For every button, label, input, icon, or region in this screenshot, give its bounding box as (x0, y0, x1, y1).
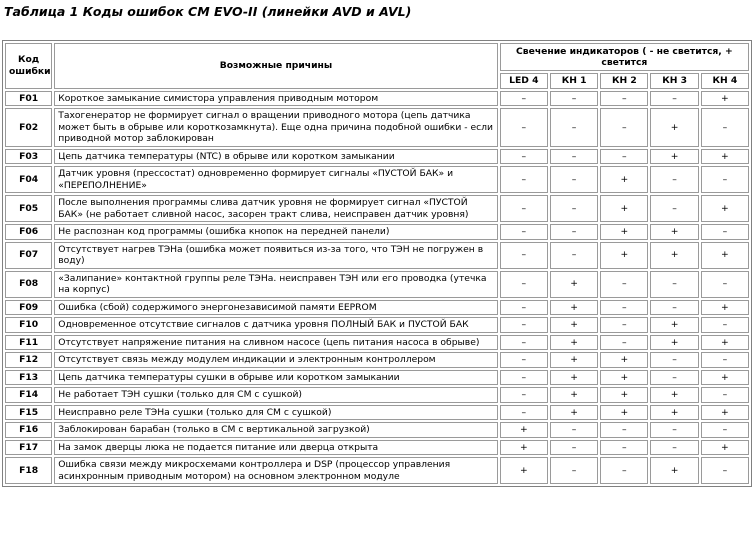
indicator-kn2: + (600, 195, 648, 222)
error-cause: Отсутствует связь между модулем индикации и электронным контроллером (54, 352, 498, 368)
indicator-kn2: + (600, 387, 648, 403)
indicator-kn4: + (701, 335, 749, 351)
indicator-kn3: – (650, 352, 698, 368)
indicator-kn4: + (701, 149, 749, 165)
error-code: F16 (5, 422, 52, 438)
indicator-led4: – (500, 370, 548, 386)
indicator-kn3: – (650, 271, 698, 298)
error-cause: «Залипание» контактной группы реле ТЭНа. неисправен ТЭН или его проводка (утечка на корпус) (54, 271, 498, 298)
indicator-kn3: + (650, 242, 698, 269)
error-code: F15 (5, 405, 52, 421)
error-cause: Датчик уровня (прессостат) одновременно формирует сигналы «ПУСТОЙ БАК» и «ПЕРЕПОЛНЕНИЕ» (54, 166, 498, 193)
indicator-kn1: – (550, 224, 598, 240)
header-led4: LED 4 (500, 73, 548, 89)
indicator-kn1: + (550, 405, 598, 421)
table-row (5, 149, 749, 165)
table-row (5, 352, 749, 368)
indicator-kn4: + (701, 405, 749, 421)
indicator-led4: – (500, 166, 548, 193)
indicator-kn1: + (550, 370, 598, 386)
table-row (5, 195, 749, 222)
indicator-kn4: – (701, 457, 749, 484)
error-code: F06 (5, 224, 52, 240)
error-cause: Не распознан код программы (ошибка кнопок на передней панели) (54, 224, 498, 240)
error-cause: Отсутствует напряжение питания на сливном насосе (цепь питания насоса в обрыве) (54, 335, 498, 351)
indicator-kn4: + (701, 440, 749, 456)
indicator-kn1: – (550, 242, 598, 269)
error-cause: Не работает ТЭН сушки (только для СМ с сушкой) (54, 387, 498, 403)
indicator-kn2: – (600, 440, 648, 456)
indicator-kn4: – (701, 108, 749, 147)
error-code: F11 (5, 335, 52, 351)
error-cause: Одновременное отсутствие сигналов с датчика уровня ПОЛНЫЙ БАК и ПУСТОЙ БАК (54, 317, 498, 333)
indicator-kn1: – (550, 440, 598, 456)
indicator-kn1: – (550, 422, 598, 438)
indicator-led4: – (500, 387, 548, 403)
header-kn3: КН 3 (650, 73, 698, 89)
error-code: F02 (5, 108, 52, 147)
indicator-kn4: + (701, 91, 749, 107)
indicator-kn3: – (650, 370, 698, 386)
table-row (5, 166, 749, 193)
indicator-kn3: – (650, 195, 698, 222)
indicator-kn4: – (701, 224, 749, 240)
error-cause: Короткое замыкание симистора управления приводным мотором (54, 91, 498, 107)
header-indicators: Свечение индикаторов ( - не светится, + светится (500, 43, 749, 71)
indicator-led4: + (500, 457, 548, 484)
indicator-kn4: + (701, 300, 749, 316)
indicator-kn4: – (701, 166, 749, 193)
error-cause: Ошибка (сбой) содержимого энергонезависимой памяти EEPROM (54, 300, 498, 316)
header-kn4: КН 4 (701, 73, 749, 89)
table-row (5, 370, 749, 386)
indicator-led4: – (500, 335, 548, 351)
indicator-led4: + (500, 422, 548, 438)
indicator-kn4: + (701, 242, 749, 269)
header-code: Код ошибки (5, 43, 52, 89)
indicator-led4: – (500, 91, 548, 107)
indicator-led4: – (500, 317, 548, 333)
error-code: F05 (5, 195, 52, 222)
error-code: F07 (5, 242, 52, 269)
error-code: F12 (5, 352, 52, 368)
error-code: F13 (5, 370, 52, 386)
indicator-led4: – (500, 300, 548, 316)
indicator-kn3: + (650, 149, 698, 165)
indicator-kn3: + (650, 405, 698, 421)
indicator-kn4: + (701, 195, 749, 222)
indicator-kn4: – (701, 271, 749, 298)
indicator-kn2: – (600, 457, 648, 484)
indicator-kn1: – (550, 166, 598, 193)
error-code: F03 (5, 149, 52, 165)
error-code: F18 (5, 457, 52, 484)
header-kn1: КН 1 (550, 73, 598, 89)
table-row (5, 91, 749, 107)
indicator-kn4: – (701, 352, 749, 368)
indicator-led4: – (500, 108, 548, 147)
indicator-kn3: + (650, 224, 698, 240)
error-codes-table (2, 40, 752, 487)
indicator-kn1: – (550, 108, 598, 147)
indicator-kn1: + (550, 335, 598, 351)
error-cause: Цепь датчика температуры сушки в обрыве или коротком замыкании (54, 370, 498, 386)
header-kn2: КН 2 (600, 73, 648, 89)
error-code: F10 (5, 317, 52, 333)
table-row (5, 224, 749, 240)
indicator-kn1: – (550, 195, 598, 222)
indicator-kn1: + (550, 352, 598, 368)
error-code: F17 (5, 440, 52, 456)
error-cause: После выполнения программы слива датчик уровня не формирует сигнал «ПУСТОЙ БАК» (не работает сливной насос, засорен тракт слива, неисправен датчик уровня) (54, 195, 498, 222)
indicator-kn4: – (701, 317, 749, 333)
indicator-kn2: – (600, 108, 648, 147)
indicator-kn2: + (600, 166, 648, 193)
indicator-kn3: – (650, 300, 698, 316)
indicator-kn2: + (600, 242, 648, 269)
table-row (5, 440, 749, 456)
indicator-kn2: – (600, 300, 648, 316)
indicator-kn3: + (650, 387, 698, 403)
indicator-kn3: + (650, 108, 698, 147)
indicator-led4: – (500, 195, 548, 222)
indicator-kn2: + (600, 370, 648, 386)
error-code: F08 (5, 271, 52, 298)
error-cause: Отсутствует нагрев ТЭНа (ошибка может появиться из-за того, что ТЭН не погружен в воду) (54, 242, 498, 269)
table-row (5, 387, 749, 403)
indicator-led4: – (500, 149, 548, 165)
error-cause: Тахогенератор не формирует сигнал о вращении приводного мотора (цепь датчика может быть в обрыве или короткозамкнута). Еще одна причина подобной ошибки - если приводной мотор заблокирован (54, 108, 498, 147)
indicator-kn1: + (550, 317, 598, 333)
indicator-kn3: – (650, 166, 698, 193)
indicator-led4: + (500, 440, 548, 456)
indicator-kn1: – (550, 149, 598, 165)
error-cause: На замок дверцы люка не подается питание или дверца открыта (54, 440, 498, 456)
indicator-led4: – (500, 352, 548, 368)
error-cause: Цепь датчика температуры (NTC) в обрыве или коротком замыкании (54, 149, 498, 165)
indicator-kn2: – (600, 271, 648, 298)
indicator-kn3: + (650, 317, 698, 333)
indicator-kn2: + (600, 224, 648, 240)
indicator-led4: – (500, 405, 548, 421)
indicator-kn1: + (550, 271, 598, 298)
indicator-kn2: – (600, 422, 648, 438)
header-causes: Возможные причины (54, 43, 498, 89)
indicator-kn3: – (650, 440, 698, 456)
indicator-kn4: – (701, 387, 749, 403)
indicator-kn2: – (600, 317, 648, 333)
error-code: F14 (5, 387, 52, 403)
table-row (5, 457, 749, 484)
indicator-kn1: – (550, 457, 598, 484)
indicator-kn2: – (600, 91, 648, 107)
error-code: F09 (5, 300, 52, 316)
indicator-kn2: – (600, 335, 648, 351)
table-row (5, 405, 749, 421)
table-row (5, 108, 749, 147)
indicator-kn1: – (550, 91, 598, 107)
error-cause: Ошибка связи между микросхемами контроллера и DSP (процессор управления асинхронным приводным мотором) на основном электронном модуле (54, 457, 498, 484)
indicator-kn1: + (550, 387, 598, 403)
indicator-led4: – (500, 242, 548, 269)
error-cause: Заблокирован барабан (только в СМ с вертикальной загрузкой) (54, 422, 498, 438)
indicator-kn1: + (550, 300, 598, 316)
error-code: F04 (5, 166, 52, 193)
indicator-kn4: + (701, 370, 749, 386)
table-row (5, 317, 749, 333)
indicator-kn2: + (600, 352, 648, 368)
table-row (5, 242, 749, 269)
indicator-kn2: – (600, 149, 648, 165)
table-row (5, 335, 749, 351)
indicator-kn3: – (650, 91, 698, 107)
table-row (5, 422, 749, 438)
indicator-led4: – (500, 224, 548, 240)
indicator-kn3: – (650, 422, 698, 438)
error-code: F01 (5, 91, 52, 107)
indicator-kn2: + (600, 405, 648, 421)
table-row (5, 271, 749, 298)
indicator-kn3: + (650, 457, 698, 484)
indicator-led4: – (500, 271, 548, 298)
table-title: Таблица 1 Коды ошибок СМ EVO-II (линейки AVD и AVL) (4, 4, 412, 19)
indicator-kn3: + (650, 335, 698, 351)
table-row (5, 300, 749, 316)
error-cause: Неисправно реле ТЭНа сушки (только для СМ с сушкой) (54, 405, 498, 421)
indicator-kn4: – (701, 422, 749, 438)
